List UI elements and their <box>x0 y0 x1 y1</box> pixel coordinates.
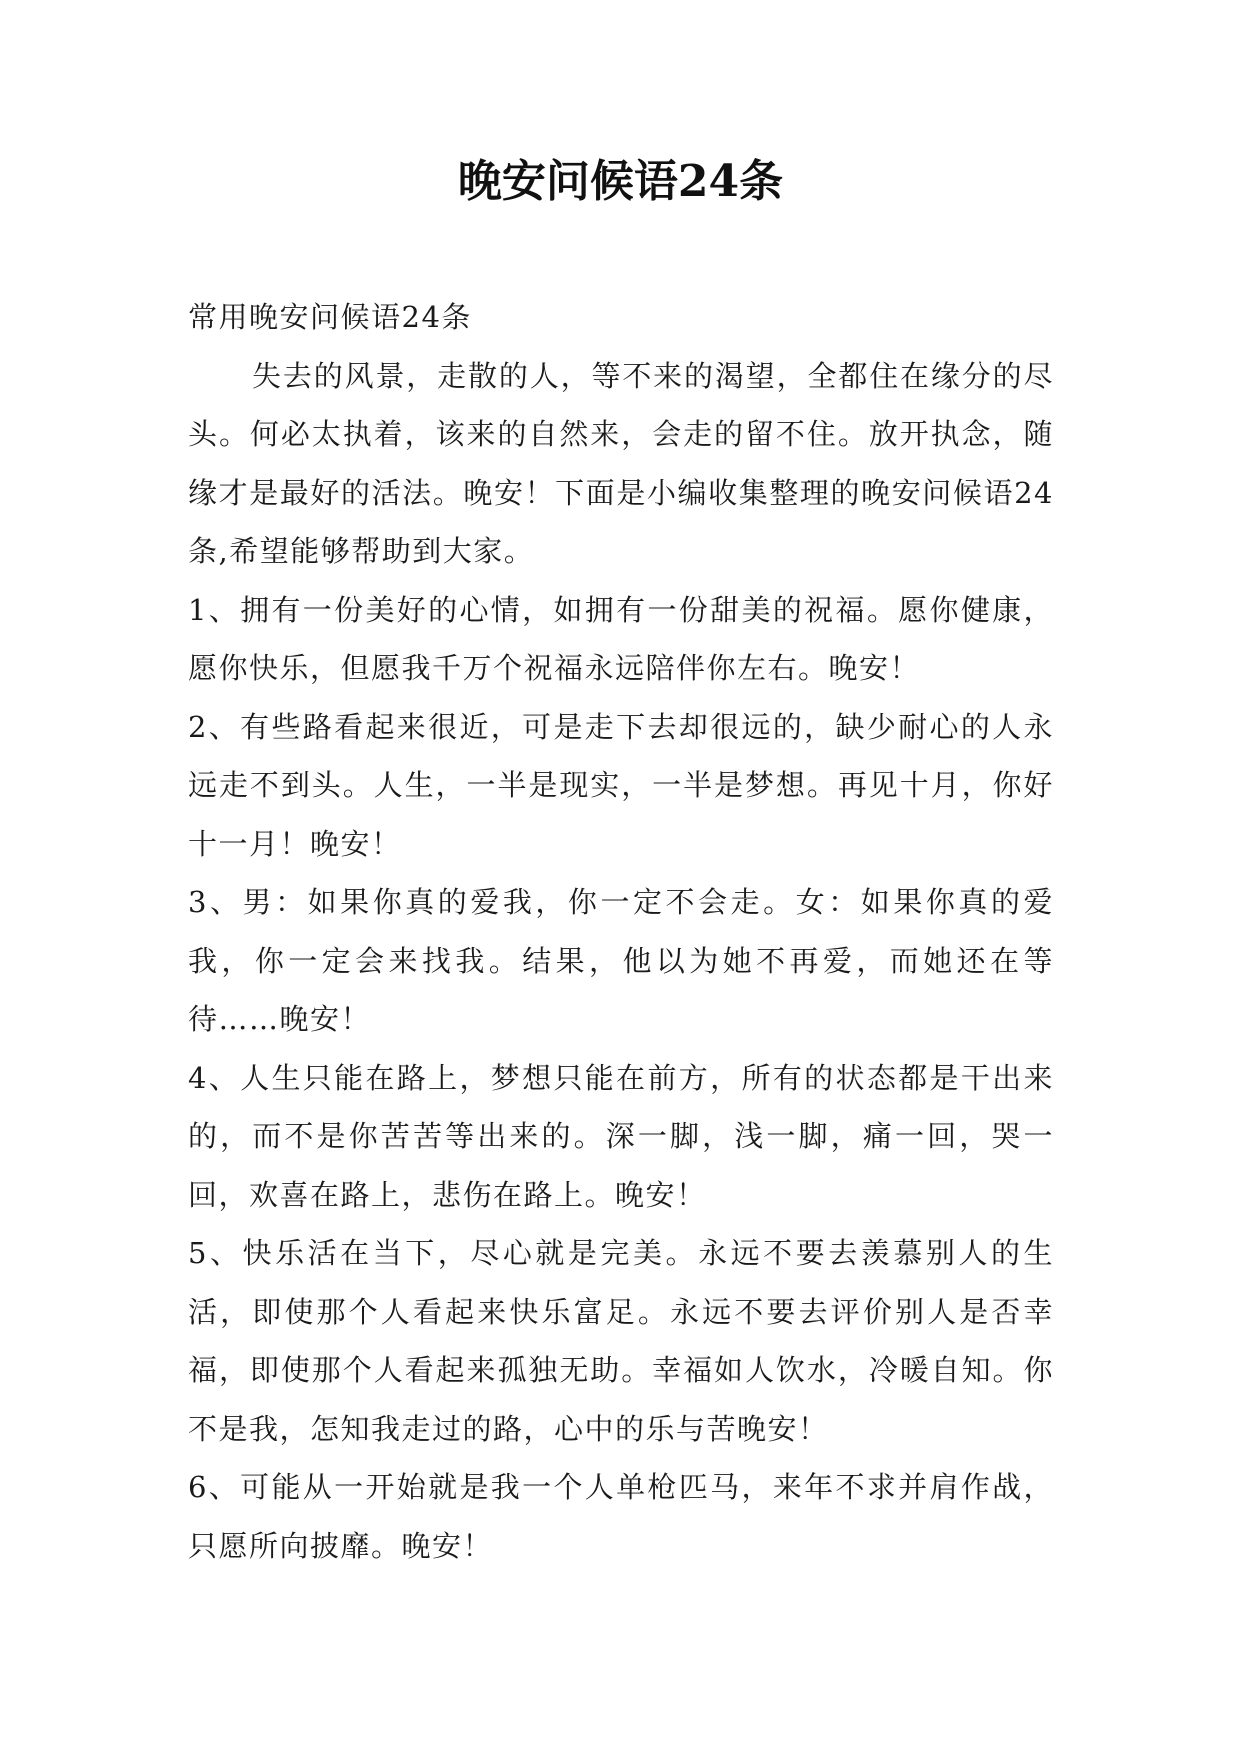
list-item: 3、男：如果你真的爱我，你一定不会走。女：如果你真的爱我，你一定会来找我。结果，他以为她不再爱，而她还在等待……晚安！ <box>188 885 1054 1036</box>
intro-paragraph: 失去的风景，走散的人，等不来的渴望，全都住在缘分的尽头。何必太执着，该来的自然来，会走的留不住。放开执念，随缘才是最好的活法。晚安！下面是小编收集整理的晚安问候语24条,希望能够帮助到大家。 <box>188 358 1054 568</box>
list-item: 2、有些路看起来很近，可是走下去却很远的，缺少耐心的人永远走不到头。人生，一半是现实，一半是梦想。再见十月，你好十一月！晚安！ <box>188 709 1054 861</box>
list-item: 4、人生只能在路上，梦想只能在前方，所有的状态都是干出来的，而不是你苦苦等出来的。深一脚，浅一脚，痛一回，哭一回，欢喜在路上，悲伤在路上。晚安！ <box>188 1060 1054 1212</box>
document-body <box>188 288 1054 1575</box>
list-item: 6、可能从一开始就是我一个人单枪匹马，来年不求并肩作战，只愿所向披靡。晚安！ <box>188 1470 1054 1563</box>
list-item: 1、拥有一份美好的心情，如拥有一份甜美的祝福。愿你健康，愿你快乐，但愿我千万个祝福永远陪伴你左右。晚安！ <box>188 592 1054 685</box>
document-title: 晚安问候语24条 <box>457 156 784 207</box>
list-item: 5、快乐活在当下，尽心就是完美。永远不要去羡慕别人的生活，即使那个人看起来快乐富足。永远不要去评价别人是否幸福，即使那个人看起来孤独无助。幸福如人饮水，冷暖自知。你不是我，怎知我走过的路，心中的乐与苦晚安！ <box>188 1236 1054 1446</box>
document-subtitle: 常用晚安问候语24条 <box>188 300 472 334</box>
